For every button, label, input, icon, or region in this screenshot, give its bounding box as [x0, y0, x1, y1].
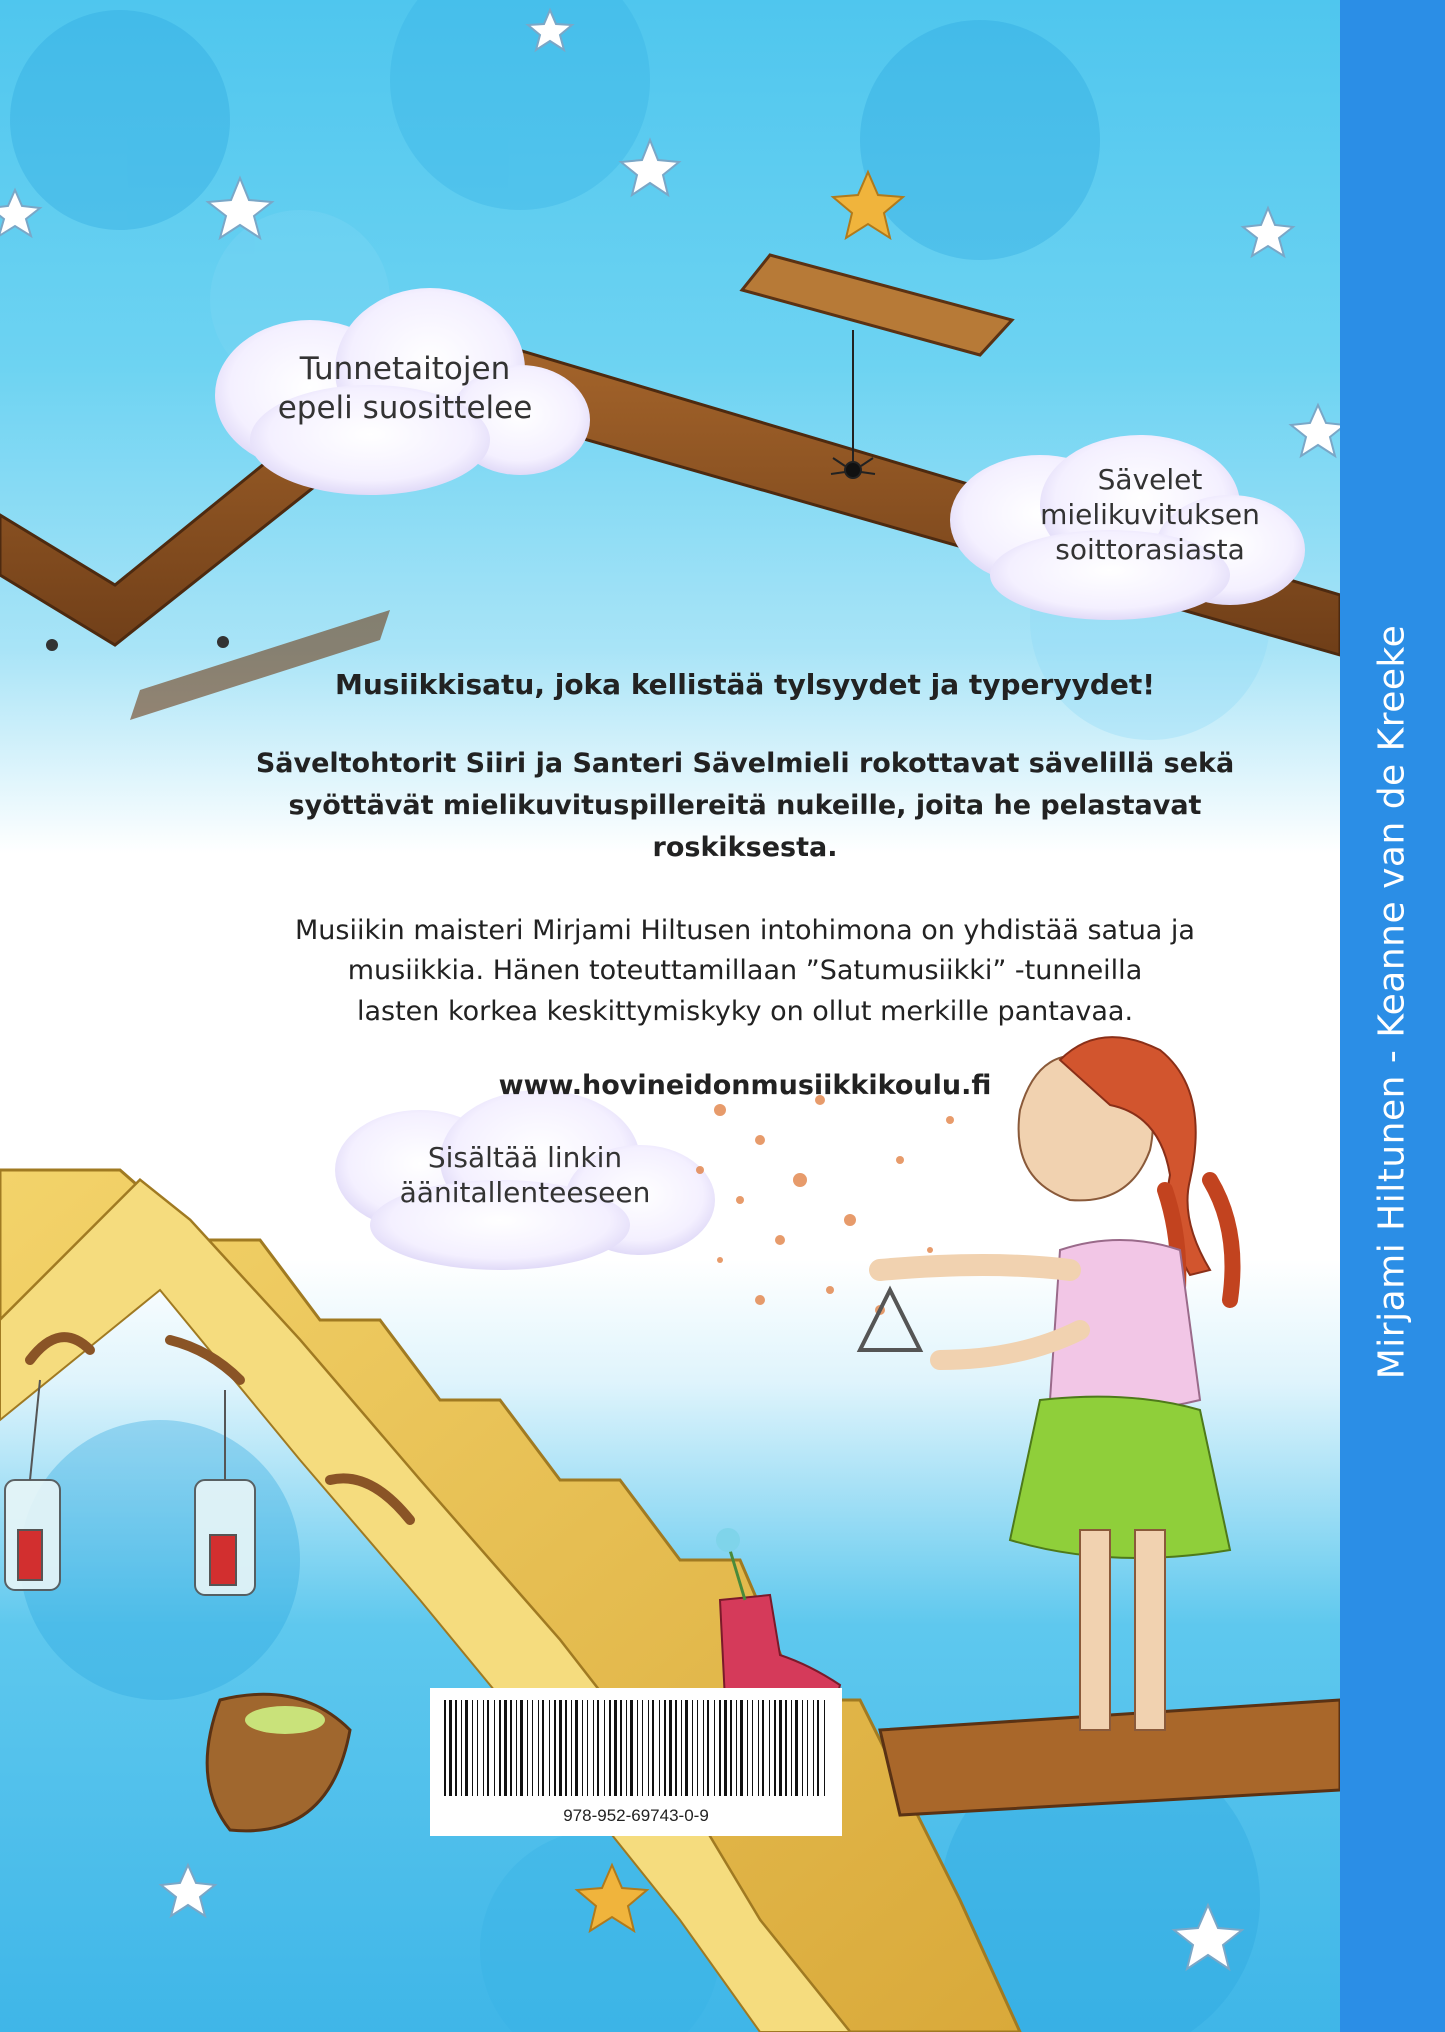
barcode-bar: [642, 1700, 643, 1796]
barcode-bar: [714, 1700, 715, 1796]
star-icon: [0, 190, 40, 236]
barcode-bar: [762, 1700, 764, 1796]
barcode-bar: [461, 1700, 462, 1796]
barcode-bar: [565, 1700, 567, 1796]
barcode-bar: [609, 1700, 611, 1796]
blurb-headline: Musiikkisatu, joka kellistää tylsyydet ja typeryydet!: [334, 668, 1156, 701]
barcode-bar: [620, 1700, 622, 1796]
basket: [207, 1694, 350, 1831]
barcode-bar: [719, 1700, 721, 1796]
barcode-bar: [791, 1700, 792, 1796]
barcode-bar: [740, 1700, 743, 1796]
barcode-bar: [510, 1700, 512, 1796]
barcode-bar: [504, 1700, 507, 1796]
star-icon: [1243, 208, 1293, 256]
barcode-bar: [697, 1700, 698, 1796]
barcode-bar: [614, 1700, 617, 1796]
barcode-bar: [472, 1700, 473, 1796]
barcode-bar: [669, 1700, 672, 1796]
barcode-bar: [444, 1700, 446, 1796]
cloud-line: epeli suosittelee: [277, 389, 533, 426]
book-spine: [1340, 0, 1445, 2032]
cloud-recording-link-text: [360, 1140, 690, 1210]
barcode-bar: [779, 1700, 782, 1796]
star-icon: [1291, 405, 1340, 456]
barcode-bar: [571, 1700, 572, 1796]
blurb-line: lasten korkea keskittymiskyky on ollut merkille pantavaa.: [356, 995, 1134, 1027]
cloud-line: Sävelet: [1097, 463, 1203, 496]
barcode-bar: [675, 1700, 677, 1796]
blurb-line: syöttävät mielikuvituspillereitä nukeille, joita he pelastavat roskiksesta.: [288, 789, 1202, 863]
barcode-bar: [487, 1700, 489, 1796]
barcode: [430, 1688, 842, 1800]
barcode-bar: [685, 1700, 688, 1796]
barcode-bar: [692, 1700, 693, 1796]
barcode-bar: [465, 1700, 468, 1796]
blurb-line: Säveltohtorit Siiri ja Santeri Sävelmieli rokottavat sävelillä sekä: [255, 748, 1235, 779]
barcode-bar: [516, 1700, 517, 1796]
barcode-bar: [747, 1700, 748, 1796]
cloud-line: Tunnetaitojen: [299, 351, 511, 387]
blurb-line: musiikkia. Hänen toteuttamillaan ”Satumusiikki” -tunneilla: [347, 955, 1143, 987]
paint-splatter: [696, 1095, 954, 1315]
barcode-bar: [455, 1700, 457, 1796]
barcode-bar: [802, 1700, 803, 1796]
barcode-bar: [774, 1700, 776, 1796]
back-cover-blurb: [220, 668, 1270, 1101]
cloud-line: soittorasiasta: [1055, 533, 1245, 566]
barcode-bar: [637, 1700, 638, 1796]
cloud-line: mielikuvituksen: [1040, 498, 1260, 531]
boot-illustration: [716, 1528, 840, 1705]
barcode-bar: [575, 1700, 578, 1796]
barcode-bar: [648, 1700, 649, 1796]
barcode-bar: [652, 1700, 654, 1796]
barcode-bar: [542, 1700, 544, 1796]
barcode-bar: [795, 1700, 798, 1796]
barcode-bar: [554, 1700, 556, 1796]
cloud-melodies-text: [1000, 462, 1300, 567]
barcode-bar: [703, 1700, 704, 1796]
barcode-bar: [736, 1700, 737, 1796]
website-link[interactable]: www.hovineidonmusiikkikoulu.fi: [498, 1070, 992, 1102]
barcode-bar: [593, 1700, 594, 1796]
barcode-bar: [664, 1700, 666, 1796]
barcode-bar: [769, 1700, 770, 1796]
barcode-bar: [752, 1700, 753, 1796]
barcode-bar: [527, 1700, 528, 1796]
triangle-instrument-icon: [860, 1290, 920, 1350]
barcode-bar: [483, 1700, 484, 1796]
blurb-paragraph-author: [220, 911, 1270, 1033]
cloud-line: äänitallenteeseen: [399, 1176, 651, 1209]
barcode-bar: [494, 1700, 495, 1796]
blurb-line: Musiikin maisteri Mirjami Hiltusen intohimona on yhdistää satua ja: [295, 914, 1195, 946]
barcode-bar: [807, 1700, 808, 1796]
barcode-bar: [724, 1700, 727, 1796]
girl-illustration: [860, 1037, 1233, 1730]
barcode-bar: [477, 1700, 478, 1796]
barcode-bar: [604, 1700, 605, 1796]
blurb-paragraph-story: [220, 743, 1270, 869]
barcode-bar: [707, 1700, 709, 1796]
barcode-bar: [813, 1700, 814, 1796]
barcode-bar: [520, 1700, 523, 1796]
barcode-bar: [730, 1700, 732, 1796]
barcode-bar: [758, 1700, 759, 1796]
spine-author-text: Mirjami Hiltunen - Keanne van de Kreeke: [1371, 624, 1413, 1380]
barcode-bar: [785, 1700, 787, 1796]
barcode-bar: [817, 1700, 819, 1796]
barcode-bar: [587, 1700, 588, 1796]
barcode-bar: [582, 1700, 583, 1796]
isbn-number: 978-952-69743-0-9: [563, 1806, 709, 1825]
barcode-bar: [597, 1700, 599, 1796]
barcode-bar: [449, 1700, 452, 1796]
barcode-box: [430, 1688, 842, 1836]
barcode-bar: [549, 1700, 550, 1796]
cloud-line: Sisältää linkin: [427, 1141, 623, 1174]
barcode-bar: [659, 1700, 660, 1796]
barcode-bar: [626, 1700, 627, 1796]
barcode-bar: [681, 1700, 682, 1796]
cloud-recommendation-text: [240, 350, 570, 428]
barcode-bar: [559, 1700, 562, 1796]
barcode-bar: [499, 1700, 501, 1796]
barcode-bar: [538, 1700, 539, 1796]
barcode-bar: [532, 1700, 533, 1796]
star-icon: [161, 1865, 215, 1916]
barcode-bar: [630, 1700, 633, 1796]
barcode-bar: [824, 1700, 825, 1796]
